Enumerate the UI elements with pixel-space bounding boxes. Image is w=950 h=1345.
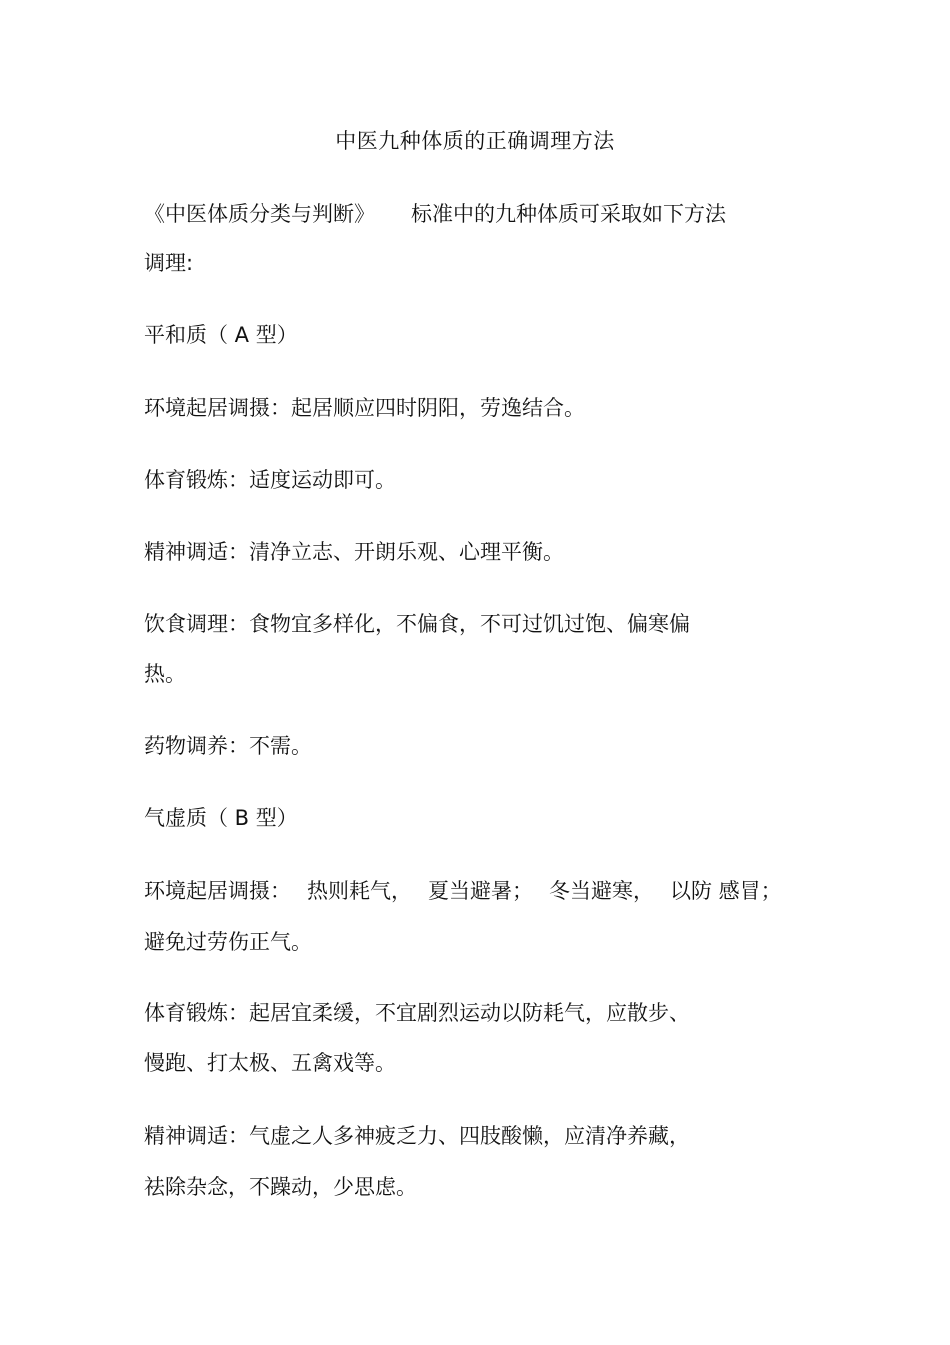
section-a-diet-line-1: 饮食调理：食物宜多样化，不偏食，不可过饥过饱、偏寒偏: [144, 612, 690, 636]
section-b-sport-line-2: 慢跑、打太极、五禽戏等。: [144, 1051, 396, 1075]
section-a-heading: 平和质（ A 型）: [144, 323, 298, 347]
section-b-mind-line-1: 精神调适：气虚之人多神疲乏力、四肢酸懒，应清净养藏，: [144, 1124, 690, 1148]
section-a-diet-line-2: 热。: [144, 662, 186, 686]
section-b-env-label: 环境起居调摄：: [144, 879, 291, 903]
section-b-mind-line-2: 祛除杂念，不躁动，少思虑。: [144, 1175, 417, 1199]
section-b-heading: 气虚质（ B 型）: [144, 806, 298, 830]
intro-line-1: [144, 199, 726, 229]
section-a-env: 环境起居调摄：起居顺应四时阴阳，劳逸结合。: [144, 396, 585, 420]
section-b-env-line-2: 避免过劳伤正气。: [144, 930, 312, 954]
section-a-medicine: 药物调养：不需。: [144, 734, 312, 758]
section-b-env-part-1: 热则耗气，: [307, 879, 412, 903]
section-b-env-part-3: 冬当避寒，: [549, 879, 654, 903]
section-b-env-part-4: 以防 感冒；: [670, 879, 782, 903]
document-title: 中医九种体质的正确调理方法: [335, 129, 615, 153]
intro-book-title: 《中医体质分类与判断》: [144, 202, 375, 226]
section-b-env-line-1: [144, 876, 782, 906]
intro-text: 标准中的九种体质可采取如下方法: [411, 202, 726, 226]
section-b-sport-line-1: 体育锻炼：起居宜柔缓，不宜剧烈运动以防耗气，应散步、: [144, 1001, 690, 1025]
section-a-mind: 精神调适：清净立志、开朗乐观、心理平衡。: [144, 540, 564, 564]
section-b-env-part-2: 夏当避暑；: [428, 879, 533, 903]
intro-line-2: 调理:: [144, 251, 194, 275]
section-a-sport: 体育锻炼：适度运动即可。: [144, 468, 396, 492]
